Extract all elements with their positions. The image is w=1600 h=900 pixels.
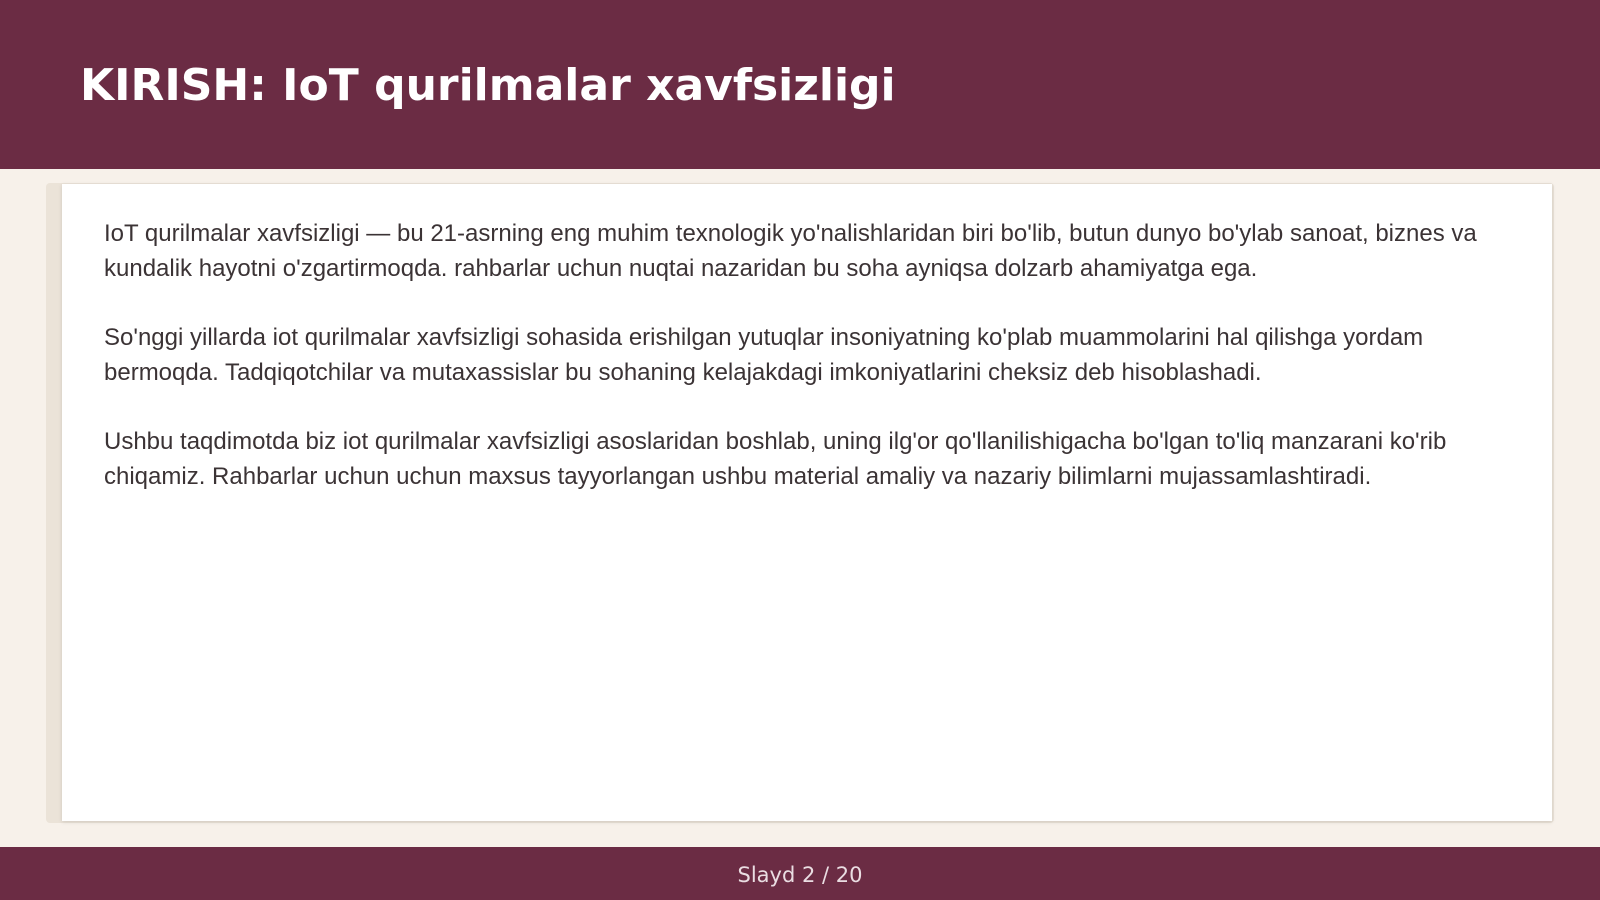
paragraph-1: IoT qurilmalar xavfsizligi — bu 21-asrning eng muhim texnologik yo'nalishlaridan biri bo'lib, butun dunyo bo'ylab sanoat, biznes va kundalik hayotni o'zgartirmoqda. rahbarlar uchun nuqtai nazaridan bu soha ayniqsa dolzarb ahamiyatga ega. bbox=[104, 220, 1477, 282]
paragraph-2: So'nggi yillarda iot qurilmalar xavfsizligi sohasida erishilgan yutuqlar insoniyatning ko'plab muammolarini hal qilishga yordam bermoqda. Tadqiqotchilar va mutaxassislar bu sohaning kelajakdagi imkoniyatlarini cheksiz deb hisoblashadi. bbox=[104, 324, 1424, 386]
slide-counter: Slayd 2 / 20 bbox=[737, 863, 863, 887]
slide-title: KIRISH: IoT qurilmalar xavfsizligi bbox=[80, 60, 896, 111]
paragraph-3: Ushbu taqdimotda biz iot qurilmalar xavfsizligi asoslaridan boshlab, uning ilg'or qo'llanilishigacha bo'lgan to'liq manzarani ko'rib chiqamiz. Rahbarlar uchun uchun maxsus tayyorlangan ushbu material amaliy va nazariy bilimlarni mujassamlashtiradi. bbox=[104, 428, 1447, 490]
slide-body bbox=[104, 216, 1519, 528]
content-card bbox=[62, 184, 1552, 821]
slide-header bbox=[0, 0, 1600, 169]
slide-footer bbox=[0, 847, 1600, 900]
